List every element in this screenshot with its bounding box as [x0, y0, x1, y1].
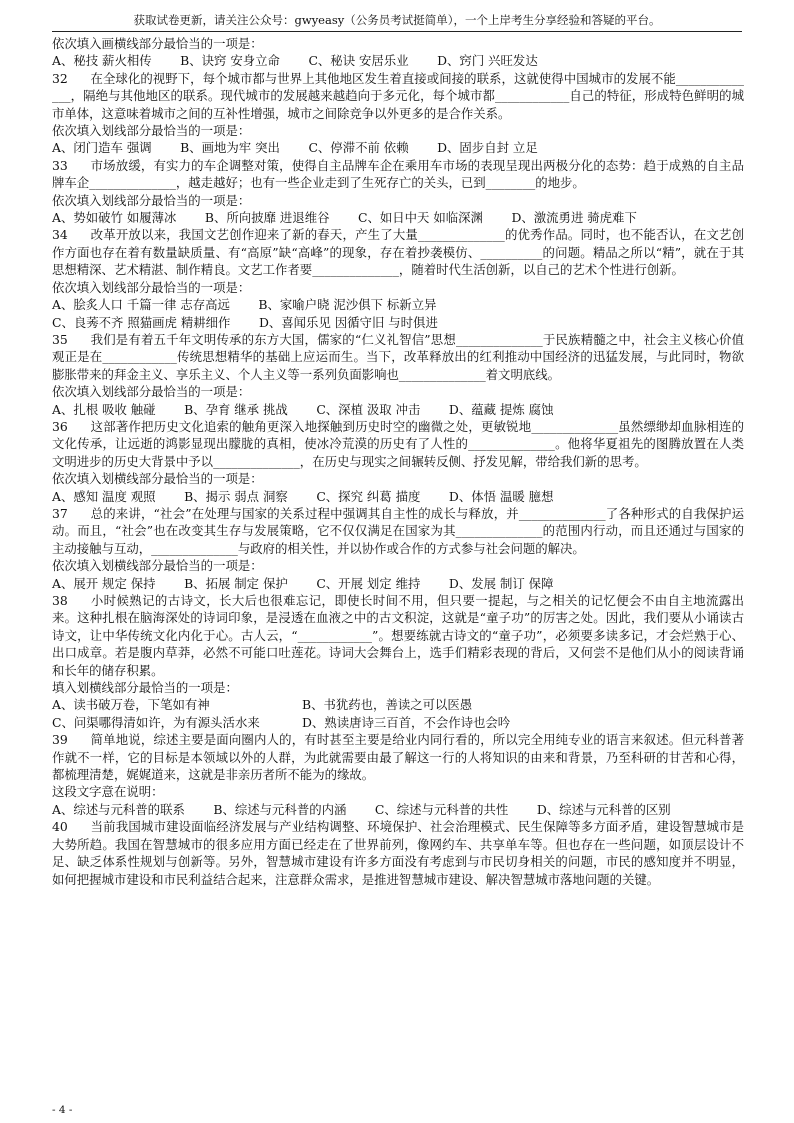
question-text: 总的来讲，“社会”在处理与国家的关系过程中强调其自主性的成长与释放，并______________了各种形式的自我保护运动。而且，“社会”也在改变其生存与发展策略，它不仅仅满足在国家为其______________的范围内行动，而且还通过与国家的主动接触与互动，______________与政府的相关性，并以协作或合作的方式参与社会问题的解决。 — [52, 505, 744, 556]
answer-options — [52, 575, 744, 592]
question-text: 这部著作把历史文化追索的触角更深入地探触到历史时空的幽微之处，更敏锐地______________虽然缥缈却血脉相连的文化传承，让远逝的鸿影显现出朦胧的真相，使冰冷荒漠的历史有了人性的______________。他将华夏祖先的图腾放置在人类文明进步的历史大背景中予以______________，在历史与现实之间辗转反侧、抒发见解，带给我们新的思考。 — [52, 418, 744, 469]
answer-option[interactable]: A、展开 规定 保持 — [52, 575, 156, 591]
question-text: 当前我国城市建设面临经济发展与产业结构调整、环境保护、社会治理模式、民生保障等多方面矛盾，建设智慧城市是大势所趋。我国在智慧城市的很多应用方面已经走在了世界前列，像网约车、共享单车等。但也存在一些问题，如顶层设计不足、缺乏体系性规划与创新等。另外，智慧城市建设有许多方面没有考虑到与市民切身相关的问题，市民的感知度并不明显，如何把握城市建设和市民利益结合起来，注意群众需求，是推进智慧城市建设、解决智慧城市落地问题的关键。 — [52, 819, 744, 887]
question-number: 40 — [52, 819, 68, 835]
question-number: 39 — [52, 732, 68, 748]
question-text: 在全球化的视野下，每个城市都与世界上其他地区发生着直接或间接的联系，这就使得中国城市的发展不能______________，隔绝与其他地区的联系。现代城市的发展越来越趋向于多元化，每个城市都____________自己的特征，形成特色鲜明的城市单体，这意味着城市之间的互补性增强，城市之间除竞争以外更多的是合作关系。 — [52, 70, 744, 121]
question-prompt: 依次填入划横线部分最恰当的一项是： — [52, 471, 263, 487]
answer-option[interactable]: A、闭门造车 强调 — [52, 140, 152, 156]
question-number: 38 — [52, 593, 68, 608]
answer-option[interactable]: D、发展 制订 保障 — [448, 575, 554, 591]
answer-option[interactable]: B、家喻户晓 泥沙俱下 标新立异 — [258, 297, 437, 313]
answer-option[interactable]: B、诀窍 安身立命 — [180, 53, 280, 69]
answer-option[interactable]: D、综述与元科普的区别 — [536, 801, 671, 817]
answer-option[interactable]: D、体悟 温暖 臆想 — [448, 488, 554, 504]
answer-option[interactable]: B、画地为牢 突出 — [180, 140, 280, 156]
question-number: 35 — [52, 331, 68, 347]
question-prompt: 填入划横线部分最恰当的一项是： — [52, 680, 238, 696]
question-prompt: 依次填入划横线部分最恰当的一项是： — [52, 558, 263, 574]
answer-options — [52, 401, 744, 418]
question-text: 我们是有着五千年文明传承的东方大国，儒家的“仁义礼智信”思想______________于民族精髓之中，社会主义核心价值观正是在____________传统思想精华的基础上应运而生。当下，改革释放出的红利推动中国经济的迅猛发展，与此同时，物欲膨胀带来的拜金主义、享乐主义、个人主义等一系列负面影响也______________着文明底线。 — [52, 331, 744, 382]
answer-option[interactable]: C、如日中天 如临深渊 — [358, 210, 483, 226]
question-stem — [52, 418, 744, 470]
answer-option[interactable]: C、深植 汲取 冲击 — [316, 401, 421, 417]
question-text: 市场放缓，有实力的车企调整对策，使得自主品牌车企在乘用车市场的表现呈现出两极分化的态势：趋于成熟的自主品牌车企______________，越走越好；也有一些企业走到了生死存亡的关头，已到________的地步。 — [52, 157, 744, 191]
answer-option[interactable]: D、蕴藏 提炼 腐蚀 — [448, 401, 554, 417]
question-number: 34 — [52, 227, 68, 243]
answer-option[interactable]: B、揭示 弱点 洞察 — [184, 488, 288, 504]
answer-options — [52, 209, 744, 226]
question-text: 改革开放以来，我国文艺创作迎来了新的春天，产生了大量______________的优秀作品。同时，也不能否认，在文艺创作方面也存在着有数量缺质量、有“高原”缺“高峰”的现象，存在着抄袭模仿、__________的问题。精品之所以“精”，就在于其思想精深、艺术精湛、制作精良。文艺工作者要______________，随着时代生活创新，以自己的艺术个性进行创新。 — [52, 227, 744, 278]
answer-option[interactable]: C、问渠哪得清如许，为有源头活水来 — [52, 714, 260, 730]
question-stem — [52, 592, 744, 679]
answer-option[interactable]: C、开展 划定 维持 — [316, 575, 421, 591]
answer-options — [52, 488, 744, 505]
answer-option[interactable]: C、综述与元科普的共性 — [374, 801, 509, 817]
question-text: 小时候熟记的古诗文，长大后也很难忘记，即使长时间不用，但只要一提起，与之相关的记忆便会不由自主地流露出来。这种扎根在脑海深处的诗词印象，是浸透在血液之中的古文积淀，这就是“童子功”的厉害之处。因此，我们要从小诵读古诗文，让中华传统文化内化于心。古人云，“____________”。想要练就古诗文的“童子功”，必须要多读多记，才会烂熟于心、出口成章。若是腹内草莽，必然不可能口吐莲花。诗词大会舞台上，选手们精彩表现的背后，又何尝不是他们从小的阅读背诵和长年的储存积累。 — [52, 593, 744, 678]
answer-option[interactable]: D、喜闻乐见 因循守旧 与时俱进 — [258, 314, 438, 330]
question-prompt: 依次填入划线部分最恰当的一项是： — [52, 279, 251, 295]
header-divider — [52, 31, 742, 32]
question-stem — [52, 226, 744, 278]
question-stem — [52, 505, 744, 557]
answer-option[interactable]: A、综述与元科普的联系 — [52, 801, 185, 817]
answer-options — [52, 296, 744, 313]
answer-option[interactable]: D、固步自封 立足 — [437, 140, 538, 156]
question-text: 简单地说，综述主要是面向圈内人的，有时甚至主要是给业内同行看的，所以完全用纯专业的语言来叙述。但元科普著作就不一样，它的目标是本领域以外的人群，为此就需要由最了解这一行的人将知识的由来和背景，乃至科研的甘苦和心得，都梳理清楚，娓娓道来，这就是非亲历者所不能为的缘故。 — [52, 732, 744, 783]
answer-options — [52, 52, 744, 69]
question-prompt: 依次填入划线部分最恰当的一项是： — [52, 123, 251, 139]
question-number: 33 — [52, 157, 68, 173]
answer-options — [52, 801, 744, 818]
question-number: 32 — [52, 70, 68, 86]
page-number: - 4 - — [52, 1104, 73, 1116]
answer-options — [52, 314, 744, 331]
question-stem — [52, 331, 744, 383]
answer-option[interactable]: A、扎根 吸收 触碰 — [52, 401, 156, 417]
answer-option[interactable]: A、读书破万卷，下笔如有神 — [52, 697, 210, 713]
answer-option[interactable]: D、激流勇进 骑虎难下 — [511, 210, 637, 226]
question-prompt: 依次填入划线部分最恰当的一项是： — [52, 384, 251, 400]
answer-options — [52, 139, 744, 156]
question-prompt: 这段文字意在说明： — [52, 784, 164, 800]
page-header: 获取试卷更新，请关注公众号：gwyeasy（公务员考试挺简单），一个上岸考生分享经验和答疑的平台。 — [133, 13, 661, 27]
answer-option[interactable]: B、所向披靡 进退维谷 — [204, 210, 330, 226]
answer-option[interactable]: B、书犹药也，善读之可以医愚 — [302, 697, 473, 713]
answer-option[interactable]: D、熟读唐诗三百首，不会作诗也会吟 — [302, 714, 511, 730]
answer-option[interactable]: A、势如破竹 如履薄冰 — [52, 210, 177, 226]
answer-options — [52, 714, 744, 731]
question-stem — [52, 157, 744, 192]
answer-option[interactable]: B、综述与元科普的内涵 — [213, 801, 347, 817]
question-stem — [52, 731, 744, 783]
answer-option[interactable]: C、停滞不前 依赖 — [308, 140, 409, 156]
question-number: 36 — [52, 418, 68, 434]
question-prompt: 依次填入画横线部分最恰当的一项是： — [52, 36, 263, 51]
answer-option[interactable]: C、良莠不齐 照猫画虎 精耕细作 — [52, 314, 231, 330]
answer-option[interactable]: B、孕育 继承 挑战 — [184, 401, 288, 417]
question-prompt: 依次填入划线部分最恰当的一项是： — [52, 192, 251, 208]
answer-option[interactable]: C、探究 纠葛 描度 — [316, 488, 421, 504]
answer-options — [52, 696, 744, 713]
question-number: 37 — [52, 505, 68, 521]
answer-option[interactable]: C、秘诀 安居乐业 — [308, 53, 409, 69]
question-stem — [52, 818, 744, 888]
answer-option[interactable]: B、拓展 制定 保护 — [184, 575, 288, 591]
answer-option[interactable]: D、窍门 兴旺发达 — [437, 53, 538, 69]
question-stem — [52, 70, 744, 122]
answer-option[interactable]: A、脍炙人口 千篇一律 志存高远 — [52, 297, 230, 313]
document-body — [52, 35, 744, 888]
answer-option[interactable]: A、感知 温度 观照 — [52, 488, 156, 504]
answer-option[interactable]: A、秘技 薪火相传 — [52, 53, 152, 69]
